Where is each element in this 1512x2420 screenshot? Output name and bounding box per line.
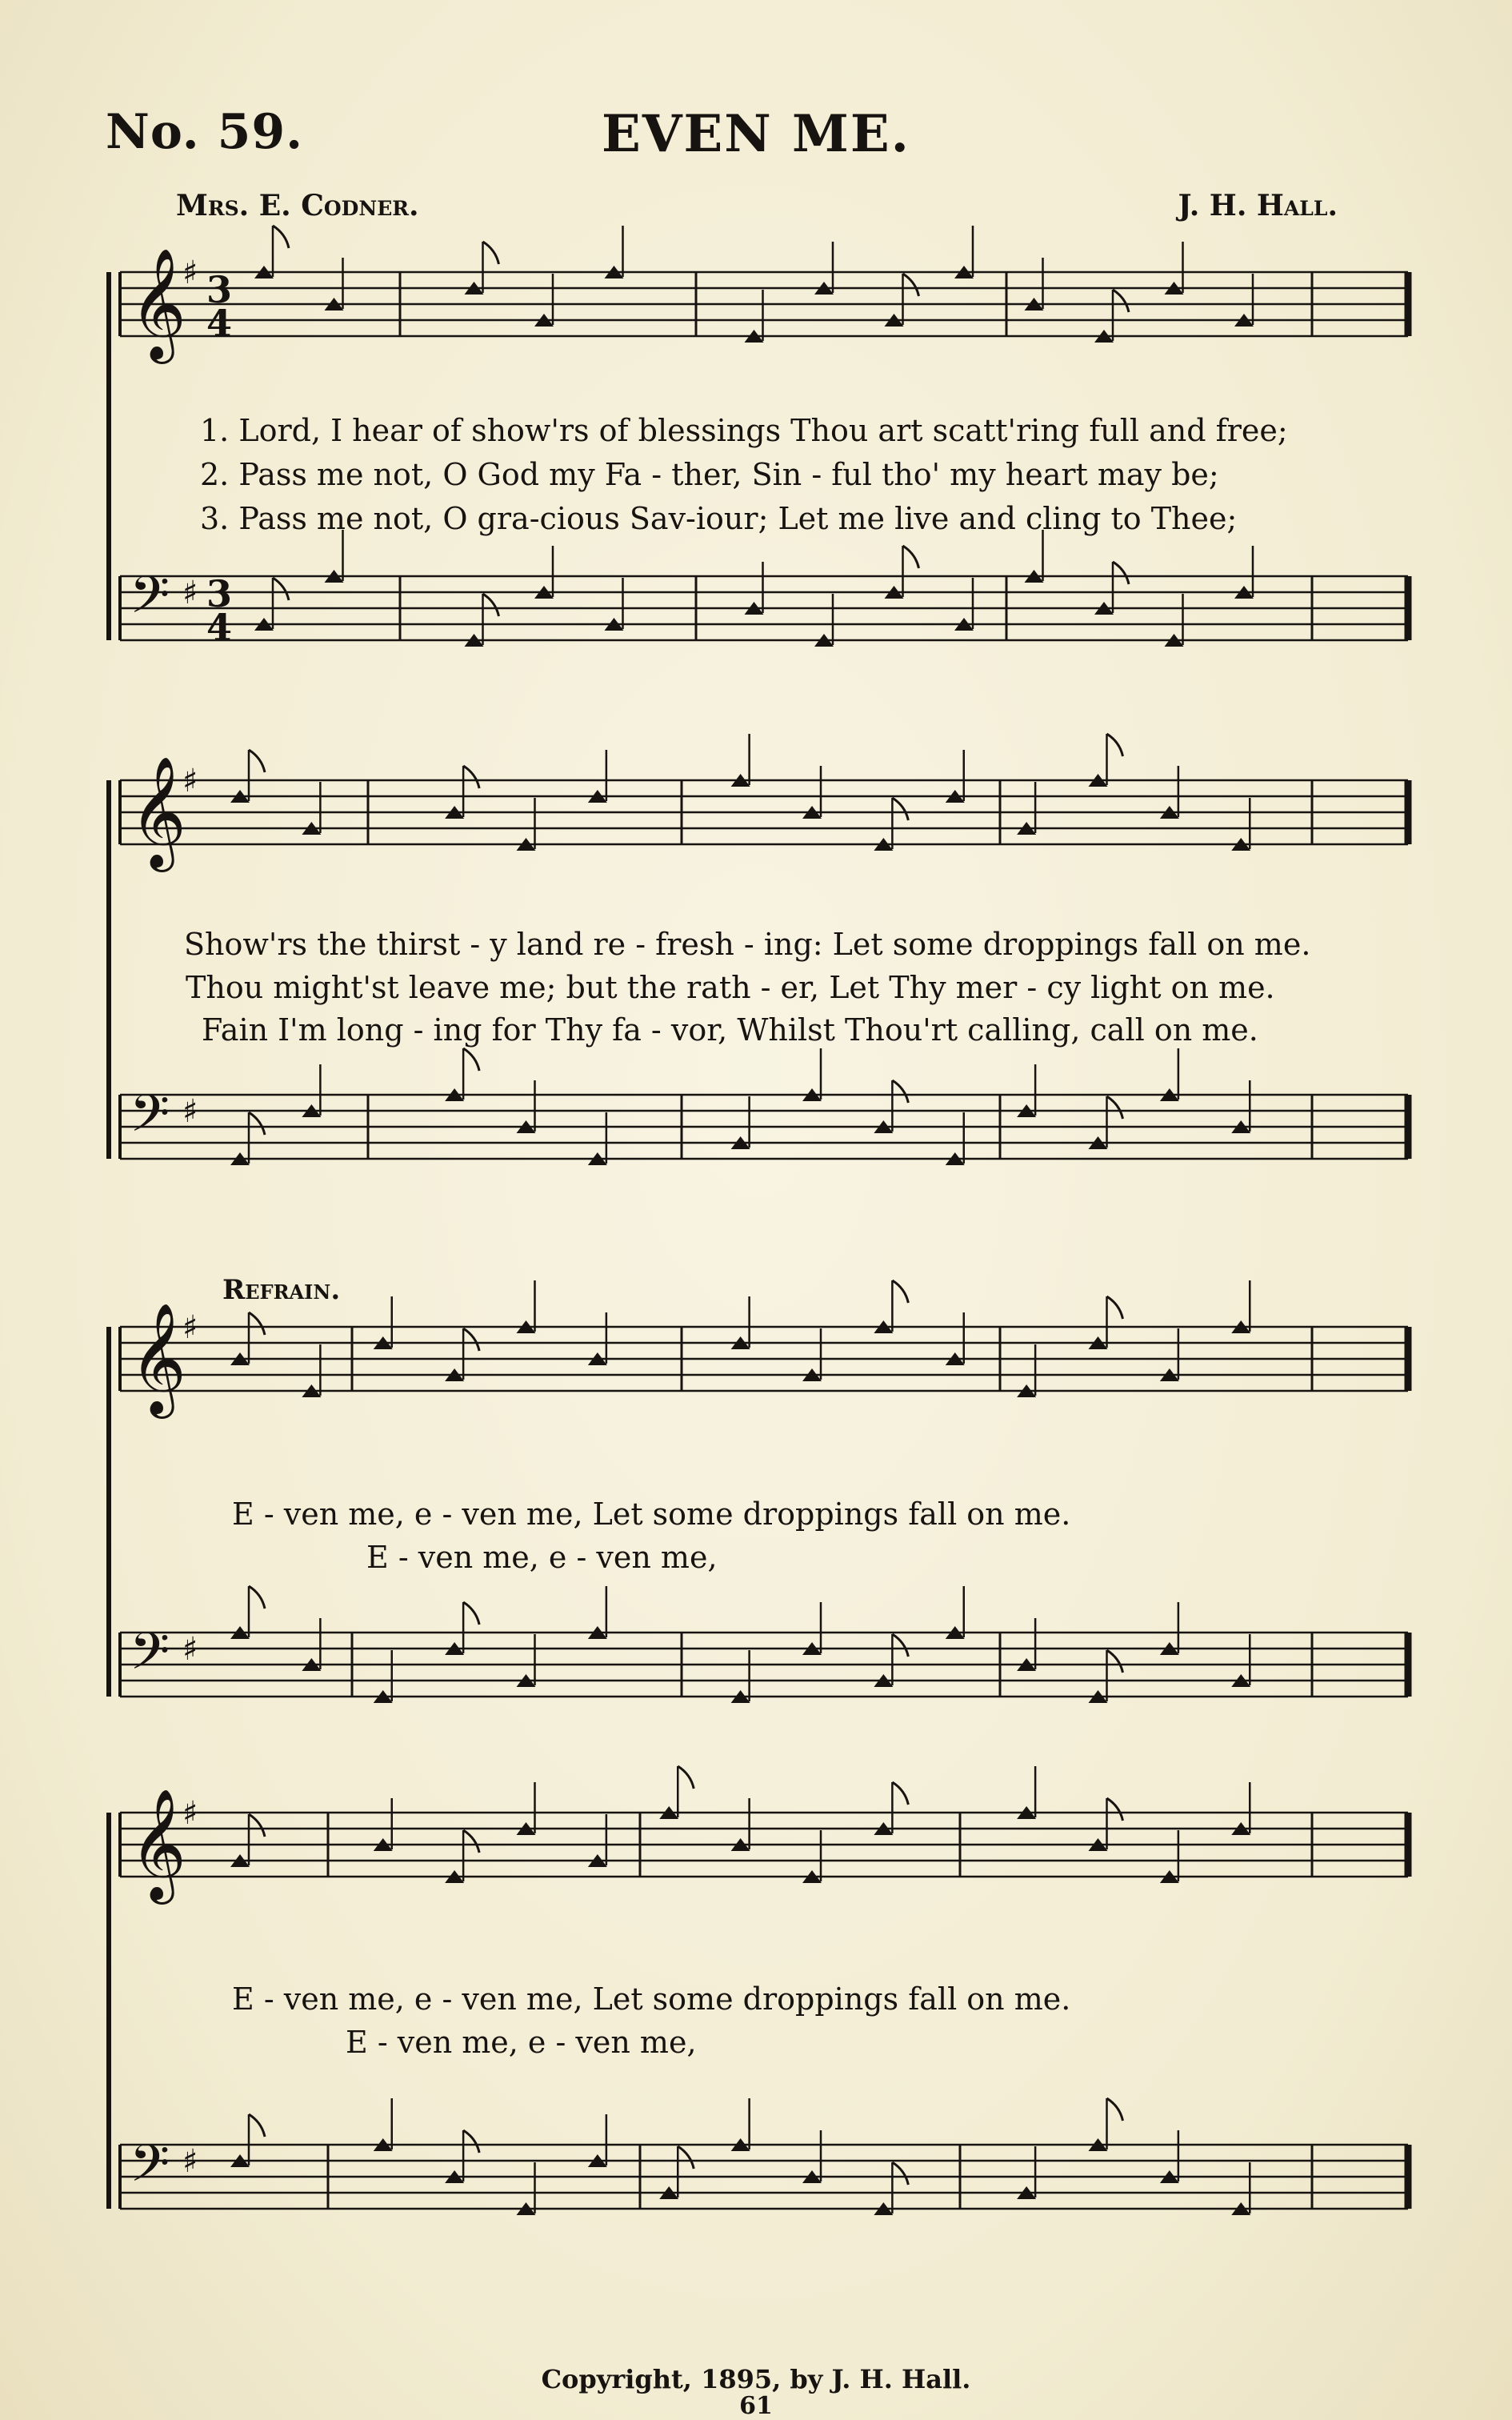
note-flag xyxy=(463,1328,479,1351)
note-flag xyxy=(463,1602,479,1625)
copyright-notice: Copyright, 1895, by J. H. Hall. xyxy=(541,2364,971,2394)
sharp-key-signature-icon: ♯ xyxy=(182,575,198,611)
note-flag xyxy=(1107,1798,1123,1821)
note-flag xyxy=(903,546,919,568)
note-flag xyxy=(892,1782,908,1805)
note-flag xyxy=(463,1830,479,1853)
time-signature-top: 3 xyxy=(206,572,233,615)
sharp-key-signature-icon: ♯ xyxy=(182,1093,198,1130)
bass-clef-icon: 𝄢 xyxy=(130,2134,170,2206)
note-flag xyxy=(463,766,479,788)
note-flag xyxy=(678,2146,694,2169)
note-flag xyxy=(1107,1650,1123,1673)
treble-clef-icon: 𝄞 xyxy=(130,1303,186,1414)
page-number: 61 xyxy=(739,2392,773,2420)
note-flag xyxy=(249,1112,265,1135)
sharp-key-signature-icon: ♯ xyxy=(182,1631,198,1668)
sharp-key-signature-icon: ♯ xyxy=(182,2143,198,2180)
note-flag xyxy=(1107,1096,1123,1119)
note-flag xyxy=(483,242,499,264)
bass-clef-icon: 𝄢 xyxy=(130,1622,170,1694)
verse-2-line-2: Thou might'st leave me; but the rath - er, Let Thy mer - cy light on me. xyxy=(186,970,1275,1005)
lyricist-credit: Mrs. E. Codner. xyxy=(176,189,419,222)
treble-clef-icon: 𝄞 xyxy=(130,248,186,359)
note-flag xyxy=(249,1814,265,1837)
sharp-key-signature-icon: ♯ xyxy=(182,1309,198,1346)
note-flag xyxy=(249,1312,265,1335)
note-flag xyxy=(892,1634,908,1657)
hymn-number: No. 59. xyxy=(106,104,303,160)
note-flag xyxy=(678,1766,694,1789)
note-flag xyxy=(892,2162,908,2185)
verse-3-line-2: Fain I'm long - ing for Thy fa - vor, Whilst Thou'rt calling, call on me. xyxy=(202,1012,1258,1048)
verse-1-line-2: Show'rs the thirst - y land re - fresh - ing: Let some droppings fall on me. xyxy=(184,927,1311,962)
note-flag xyxy=(1107,1296,1123,1319)
verse-1-line-1: 1. Lord, I hear of show'rs of blessings Thou art scatt'ring full and free; xyxy=(200,413,1288,448)
note-flag xyxy=(273,578,289,600)
note-flag xyxy=(1107,734,1123,756)
note-flag xyxy=(483,594,499,616)
note-flag xyxy=(249,1586,265,1609)
hymn-title: EVEN ME. xyxy=(602,104,910,164)
composer-credit: J. H. Hall. xyxy=(1178,189,1338,222)
time-signature-top: 3 xyxy=(206,268,233,311)
refrain-line-2-upper: E - ven me, e - ven me, Let some droppings fall on me. xyxy=(232,1981,1071,2017)
treble-clef-icon: 𝄞 xyxy=(130,1789,186,1900)
note-flag xyxy=(892,798,908,820)
note-flag xyxy=(273,226,289,248)
note-flag xyxy=(903,274,919,296)
note-flag xyxy=(249,2114,265,2137)
sharp-key-signature-icon: ♯ xyxy=(182,763,198,799)
refrain-line-1-lower: E - ven me, e - ven me, xyxy=(366,1540,718,1575)
refrain-label: Refrain. xyxy=(222,1274,341,1306)
verse-2-line-1: 2. Pass me not, O God my Fa - ther, Sin - ful tho' my heart may be; xyxy=(200,457,1219,492)
note-flag xyxy=(249,750,265,772)
note-flag xyxy=(892,1080,908,1103)
note-flag xyxy=(1107,2098,1123,2121)
verse-3-line-1: 3. Pass me not, O gra-cious Sav-iour; Let me live and cling to Thee; xyxy=(200,501,1238,536)
refrain-line-1-upper: E - ven me, e - ven me, Let some droppings fall on me. xyxy=(232,1496,1071,1532)
treble-clef-icon: 𝄞 xyxy=(130,756,186,867)
bass-clef-icon: 𝄢 xyxy=(130,1084,170,1156)
note-flag xyxy=(892,1280,908,1303)
refrain-line-2-lower: E - ven me, e - ven me, xyxy=(346,2025,697,2060)
sharp-key-signature-icon: ♯ xyxy=(182,1795,198,1832)
sharp-key-signature-icon: ♯ xyxy=(182,254,198,291)
note-flag xyxy=(1113,562,1129,584)
note-flag xyxy=(463,1048,479,1071)
note-flag xyxy=(1113,290,1129,312)
bass-clef-icon: 𝄢 xyxy=(130,566,170,638)
time-signature-bottom: 4 xyxy=(206,302,233,345)
time-signature-bottom: 4 xyxy=(206,606,233,649)
note-flag xyxy=(463,2130,479,2153)
